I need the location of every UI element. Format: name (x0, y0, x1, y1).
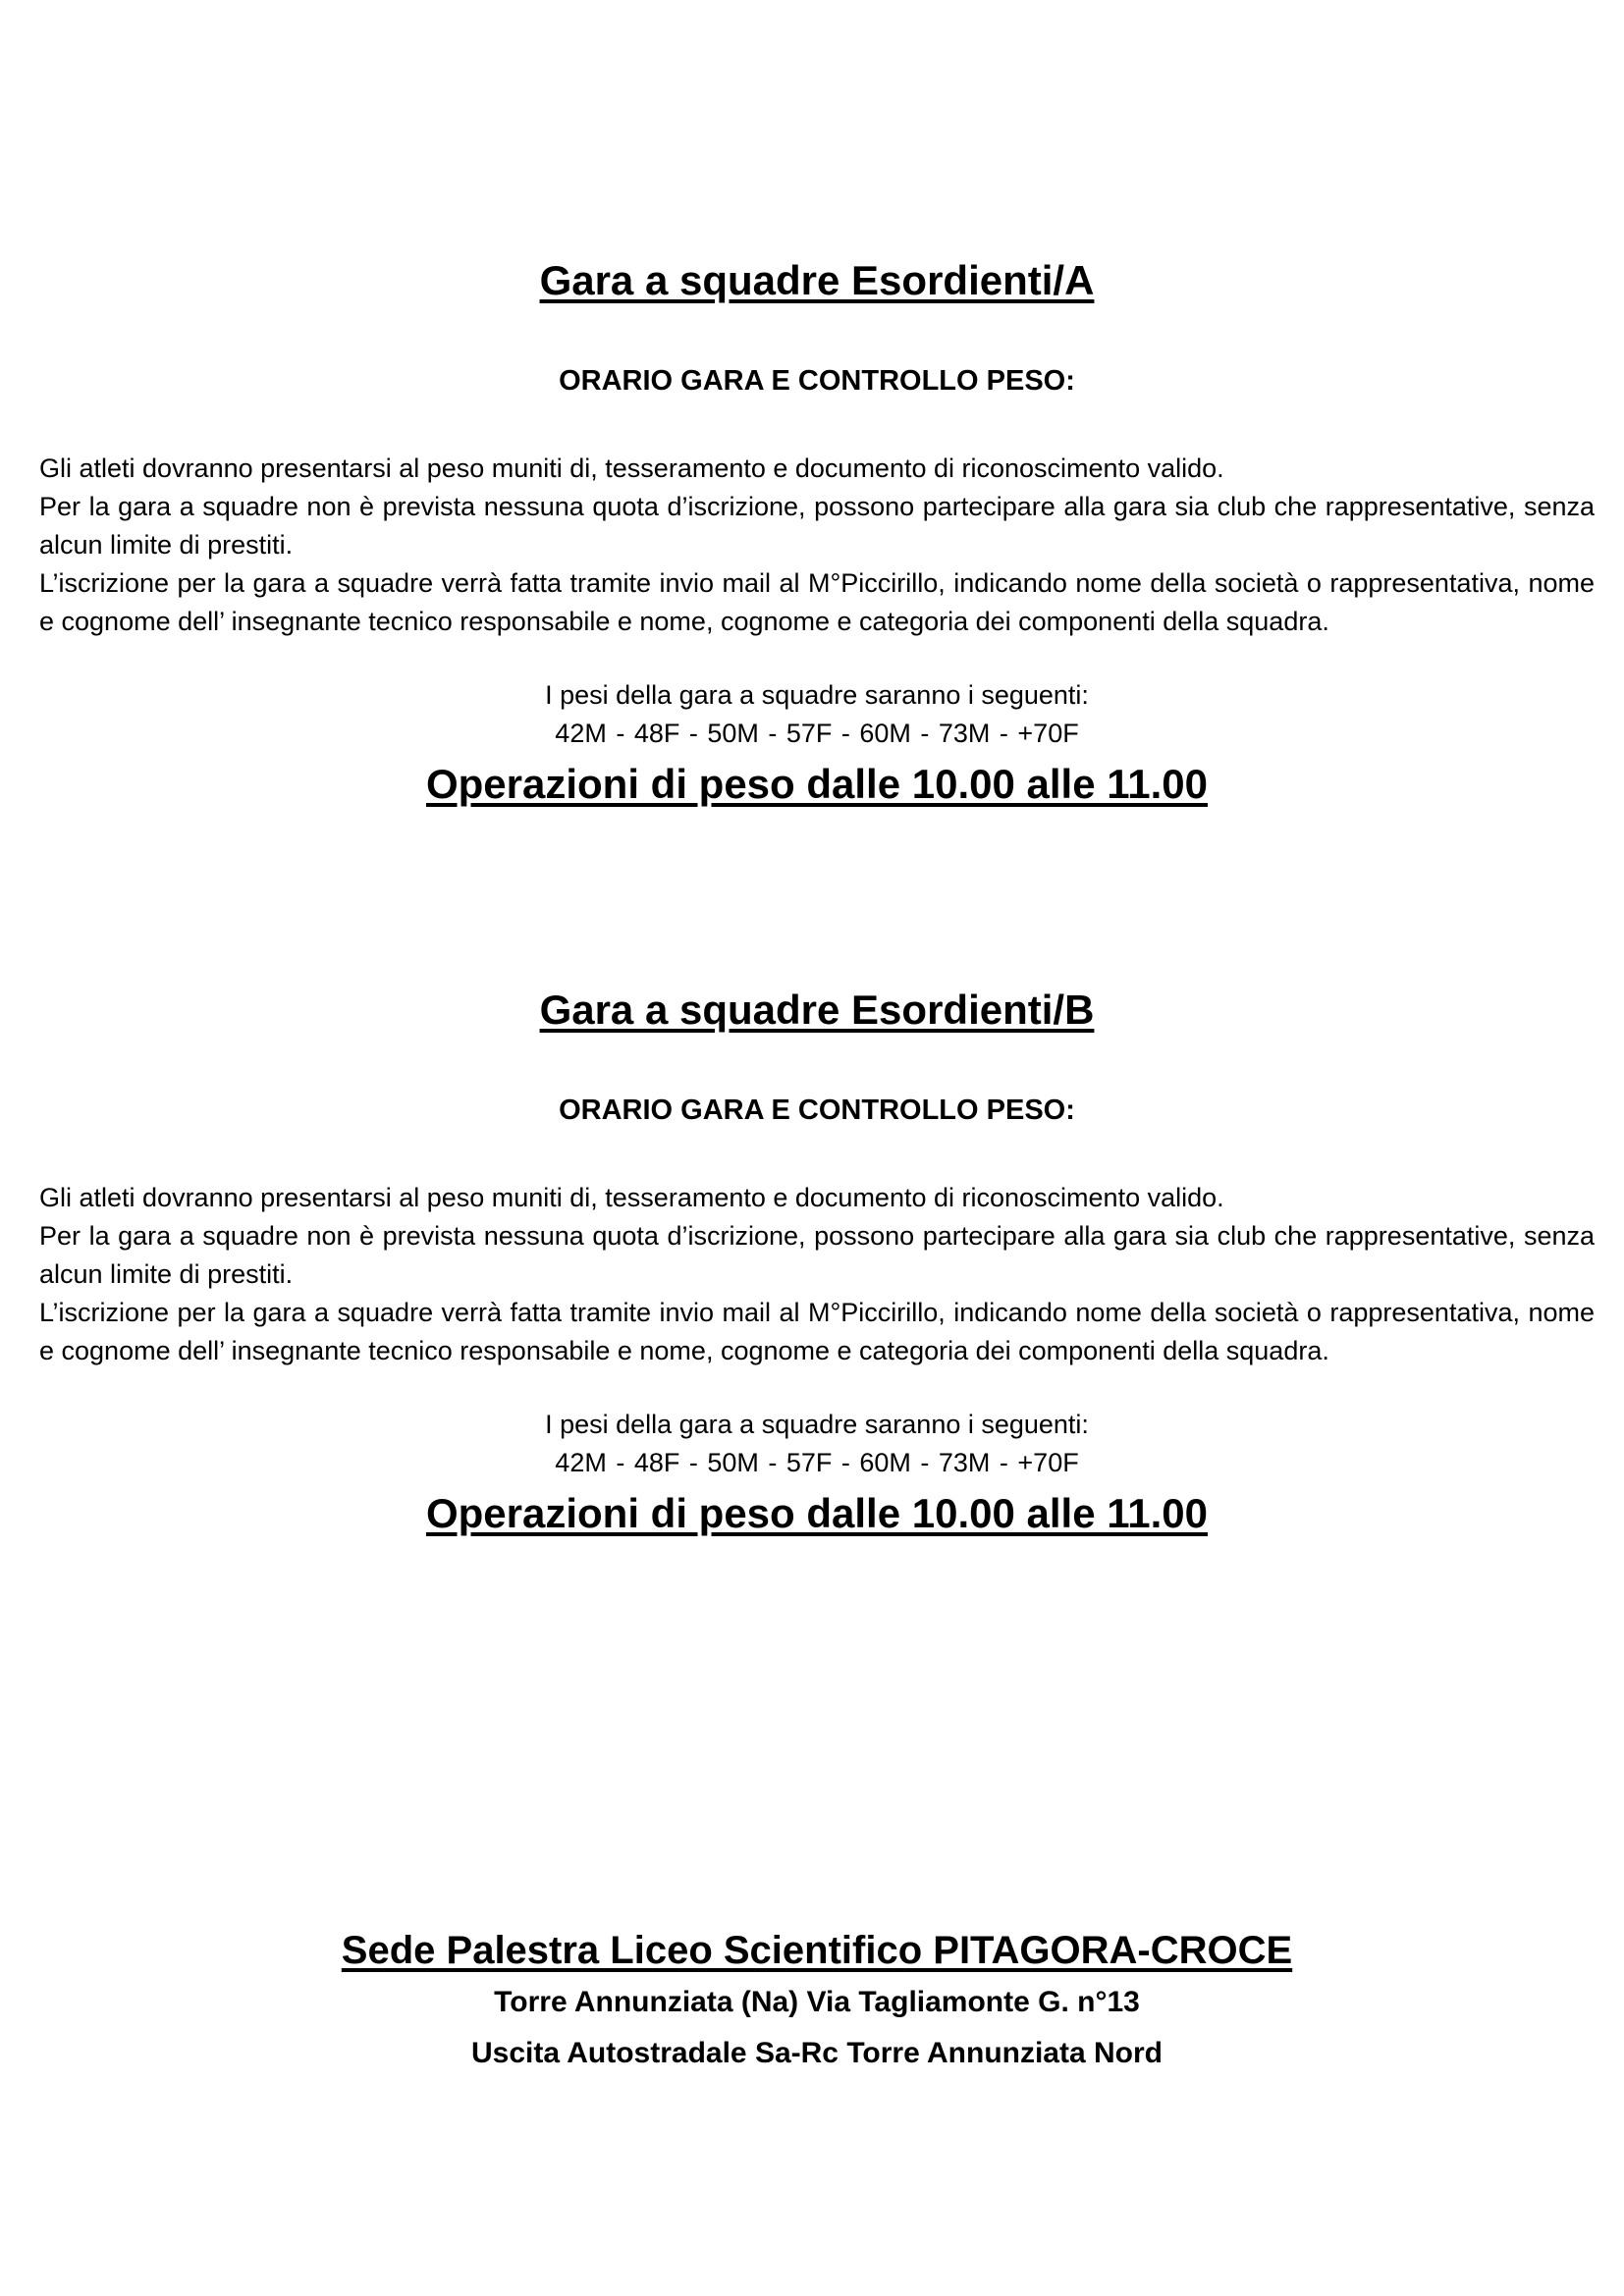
section-subtitle: ORARIO GARA E CONTROLLO PESO: (559, 365, 1075, 397)
weights-list: 42M - 48F - 50M - 57F - 60M - 73M - +70F (555, 719, 1079, 748)
paragraph-weigh-in: Gli atleti dovranno presentarsi al peso muniti di, tesseramento e documento di riconoscimento valido. (39, 1183, 1224, 1212)
paragraph-registration: L’iscrizione per la gara a squadre verrà fatta tramite invio mail al M°Piccirillo, indicando nome della società o rappresentativa, nome e cognome dell’ insegnante tecnico responsabile e nome, cognome e categoria dei componenti della squadra. (39, 568, 1595, 636)
paragraph-registration: L’iscrizione per la gara a squadre verrà fatta tramite invio mail al M°Piccirillo, indicando nome della società o rappresentativa, nome e cognome dell’ insegnante tecnico responsabile e nome, cognome e categoria dei componenti della squadra. (39, 1298, 1595, 1365)
paragraph-fee: Per la gara a squadre non è prevista nessuna quota d’iscrizione, possono partecipare alla gara sia club che rappresentative, senza alcun limite di prestiti. (39, 492, 1595, 560)
paragraph-fee: Per la gara a squadre non è prevista nessuna quota d’iscrizione, possono partecipare alla gara sia club che rappresentative, senza alcun limite di prestiti. (39, 1221, 1595, 1289)
venue-title: Sede Palestra Liceo Scientifico PITAGORA-CROCE (341, 1929, 1293, 1972)
paragraph-weigh-in: Gli atleti dovranno presentarsi al peso muniti di, tesseramento e documento di riconoscimento valido. (39, 454, 1224, 483)
section-title: Gara a squadre Esordienti/B (539, 987, 1095, 1033)
weights-intro: I pesi della gara a squadre saranno i seguenti: (545, 1410, 1089, 1439)
venue-address: Torre Annunziata (Na) Via Tagliamonte G. n°13 (494, 1986, 1140, 2018)
section-body (39, 450, 1595, 641)
venue-block (39, 1924, 1595, 2079)
section-esordienti-b (39, 983, 1595, 1541)
section-subtitle: ORARIO GARA E CONTROLLO PESO: (559, 1095, 1075, 1126)
section-esordienti-a (39, 253, 1595, 812)
weights-list: 42M - 48F - 50M - 57F - 60M - 73M - +70F (555, 1448, 1079, 1477)
weigh-in-time: Operazioni di peso dalle 10.00 alle 11.00 (425, 1490, 1209, 1536)
section-body (39, 1179, 1595, 1370)
venue-highway-exit: Uscita Autostradale Sa-Rc Torre Annunziata Nord (470, 2037, 1163, 2069)
weigh-in-time: Operazioni di peso dalle 10.00 alle 11.00 (425, 761, 1209, 807)
section-title: Gara a squadre Esordienti/A (539, 257, 1095, 303)
weights-intro: I pesi della gara a squadre saranno i seguenti: (545, 680, 1089, 710)
